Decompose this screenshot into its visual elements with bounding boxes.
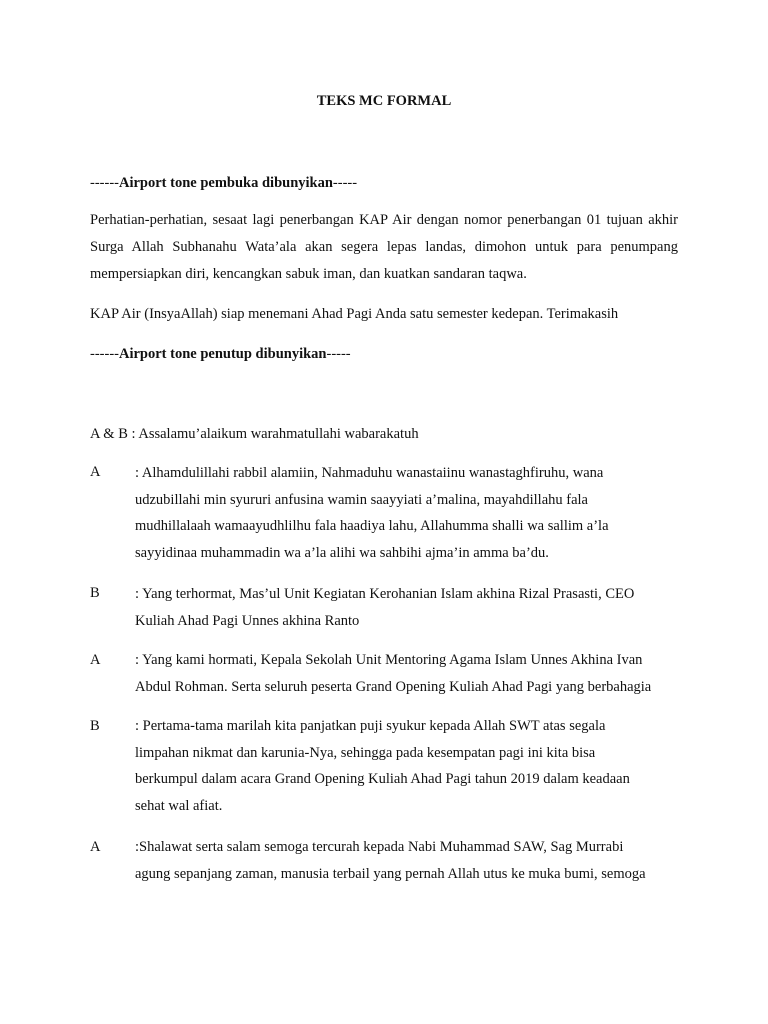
dialogue-line: limpahan nikmat dan karunia-Nya, sehingga pada kesempatan pagi ini kita bisa <box>135 744 596 761</box>
dialogue-line: sayyidinaa muhammadin wa a’la alihi wa sahbihi ajma’in amma ba’du. <box>135 544 549 561</box>
dialogue-text <box>135 834 695 887</box>
kap-air-line: KAP Air (InsyaAllah) siap menemani Ahad Pagi Anda satu semester kedepan. Terimakasih <box>90 306 619 322</box>
speaker-label: B <box>90 718 100 734</box>
dialogue-text <box>135 460 695 566</box>
dialogue-line: : Yang terhormat, Mas’ul Unit Kegiatan Kerohanian Islam akhina Rizal Prasasti, CEO <box>135 586 635 602</box>
speaker-label: A <box>90 464 101 480</box>
dialogue-line: udzubillahi min syururi anfusina wamin saayyiati a’malina, mayahdillahu fala <box>135 491 588 508</box>
opening-tone-dashes-right: ----- <box>332 175 358 191</box>
closing-tone-dashes-right: ----- <box>326 346 351 362</box>
speaker-label: A <box>90 839 101 855</box>
dialogue-line: :Shalawat serta salam semoga tercurah kepada Nabi Muhammad SAW, Sag Murrabi <box>135 839 624 855</box>
dialogue-line: : Pertama-tama marilah kita panjatkan puji syukur kepada Allah SWT atas segala <box>135 718 606 734</box>
dialogue-line: berkumpul dalam acara Grand Opening Kuliah Ahad Pagi tahun 2019 dalam keadaan <box>135 771 630 787</box>
dialogue-line: mudhillalaah wamaayudhlilhu fala haadiya lahu, Allahumma shalli wa sallim a’la <box>135 518 609 534</box>
opening-tone-dashes-left: ------ <box>90 175 119 191</box>
dialogue-line: agung sepanjang zaman, manusia terbail yang pernah Allah utus ke muka bumi, semoga <box>135 865 646 882</box>
greeting-line: A & B : Assalamu’alaikum warahmatullahi wabarakatuh <box>90 426 419 442</box>
dialogue-line: Abdul Rohman. Serta seluruh peserta Grand Opening Kuliah Ahad Pagi yang berbahagia <box>135 678 652 695</box>
announcement-paragraph: Perhatian-perhatian, sesaat lagi penerbangan KAP Air dengan nomor penerbangan 01 tujuan akhir Surga Allah Subhanahu Wata’ala akan segera lepas landas, dimohon untuk para penumpang mempersiapkan diri, kencangkan sabuk iman, dan kuatkan sandaran taqwa. <box>90 212 678 282</box>
page-title: TEKS MC FORMAL <box>316 93 452 109</box>
dialogue-text <box>135 713 695 819</box>
dialogue-line: sehat wal afiat. <box>135 797 223 814</box>
speaker-label: B <box>90 585 100 601</box>
dialogue-line: : Yang kami hormati, Kepala Sekolah Unit Mentoring Agama Islam Unnes Akhina Ivan <box>135 652 643 668</box>
dialogue-line: Kuliah Ahad Pagi Unnes akhina Ranto <box>135 612 360 629</box>
dialogue-text <box>135 647 695 700</box>
dialogue-line: : Alhamdulillahi rabbil alamiin, Nahmaduhu wanastaiinu wanastaghfiruhu, wana <box>135 465 604 481</box>
opening-tone-note <box>90 175 357 192</box>
closing-tone-dashes-left: ------ <box>90 346 119 362</box>
closing-tone-text: Airport tone penutup dibunyikan <box>118 346 327 362</box>
closing-tone-note <box>90 346 351 363</box>
speaker-label: A <box>90 652 101 668</box>
dialogue-text <box>135 581 695 634</box>
opening-tone-text: Airport tone pembuka dibunyikan <box>118 175 333 191</box>
